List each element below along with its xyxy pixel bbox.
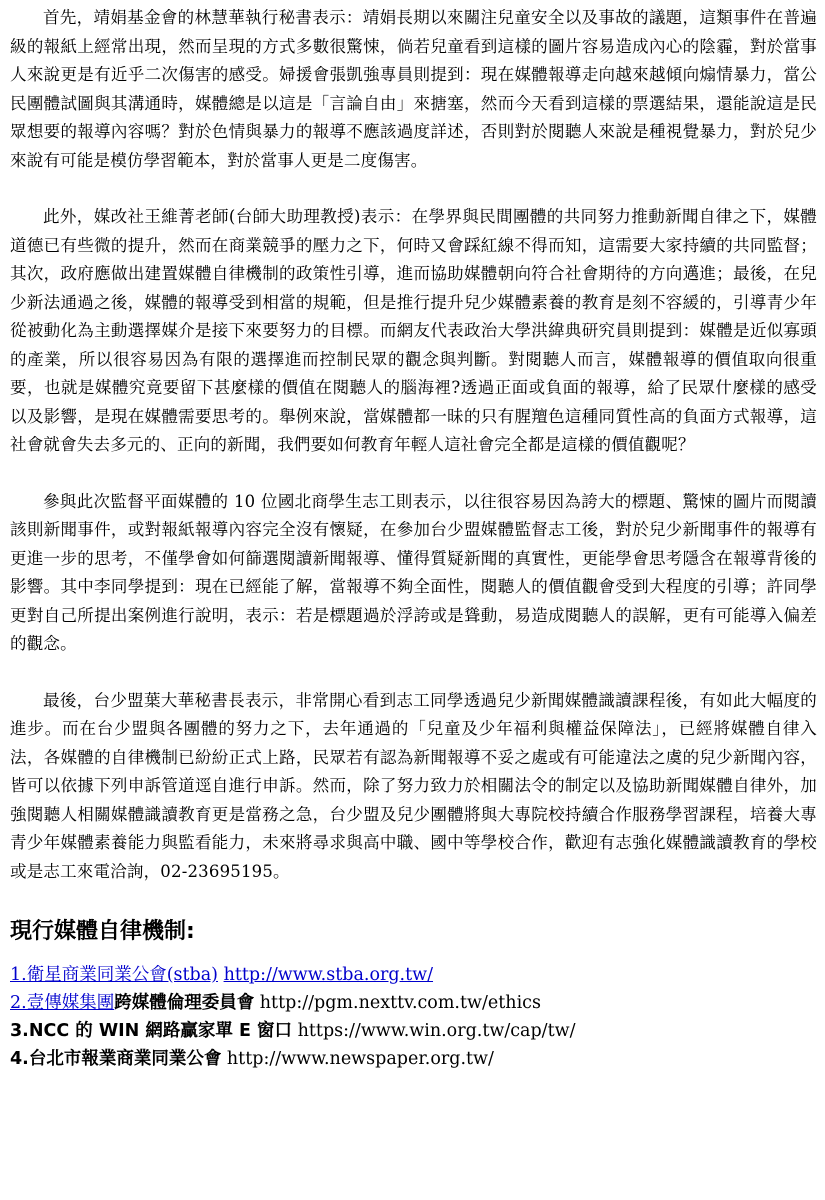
mechanism-list xyxy=(10,961,817,1073)
mechanism-url-newspaper: http://www.newspaper.org.tw/ xyxy=(226,1049,494,1069)
list-item xyxy=(10,1017,817,1045)
mechanism-url-ncc: https://www.win.org.tw/cap/tw/ xyxy=(297,1021,576,1041)
mechanism-link-nextmedia[interactable]: 2.壹傳媒集團 xyxy=(10,993,115,1013)
mechanism-suffix-nextmedia: 跨媒體倫理委員會 xyxy=(114,993,255,1013)
paragraph-1: 首先，靖娟基金會的林慧華執行秘書表示：靖娟長期以來關注兒童安全以及事故的議題，這類事件在普遍級的報紙上經常出現，然而呈現的方式多數很驚悚，倘若兒童看到這樣的圖片容易造成內心的陰霾，對於當事人來說更是有近乎二次傷害的感受。婦援會張凱強專員則提到：現在媒體報導走向越來越傾向煽情暴力，當公民團體試圖與其溝通時，媒體總是以這是「言論自由」來搪塞，然而今天看到這樣的票選結果，還能說這是民眾想要的報導內容嗎？對於色情與暴力的報導不應該過度詳述，否則對於閱聽人來說是種視覺暴力，對於兒少來說有可能是模仿學習範本，對於當事人更是二度傷害。 xyxy=(10,8,817,170)
mechanism-name-ncc: 3.NCC 的 WIN 網路贏家單 E 窗口 xyxy=(10,1021,293,1041)
paragraph-2: 此外，媒改社王維菁老師(台師大助理教授)表示：在學界與民間團體的共同努力推動新聞自律之下，媒體道德已有些微的提升，然而在商業競爭的壓力之下，何時又會踩紅線不得而知，這需要大家持續的共同監督；其次，政府應做出建置媒體自律機制的政策性引導，進而協助媒體朝向符合社會期待的方向邁進；最後，在兒少新法通過之後，媒體的報導受到相當的規範，但是推行提升兒少媒體素養的教育是刻不容緩的，引導青少年從被動化為主動選擇媒介是接下來要努力的目標。而網友代表政治大學洪緯典研究員則提到：媒體是近似寡頭的產業，所以很容易因為有限的選擇進而控制民眾的觀念與判斷。對閱聽人而言，媒體報導的價值取向很重要，也就是媒體究竟要留下甚麼樣的價值在閱聽人的腦海裡?透過正面或負面的報導，給了民眾什麼樣的感受以及影響，是現在媒體需要思考的。舉例來說，當媒體都一昧的只有腥羶色這種同質性高的負面方式報導，這社會就會失去多元的、正向的新聞，我們要如何教育年輕人這社會完全都是這樣的價值觀呢？ xyxy=(10,207,817,454)
mechanism-url-nextmedia: http://pgm.nexttv.com.tw/ethics xyxy=(259,993,541,1013)
paragraph-4: 最後，台少盟葉大華秘書長表示，非常開心看到志工同學透過兒少新聞媒體識讀課程後，有如此大幅度的進步。而在台少盟與各團體的努力之下，去年通過的「兒童及少年福利與權益保障法」，已經將媒體自律入法，各媒體的自律機制已紛紛正式上路，民眾若有認為新聞報導不妥之處或有可能違法之虞的兒少新聞內容，皆可以依據下列申訴管道逕自進行申訴。然而，除了努力致力於相關法令的制定以及協助新聞媒體自律外，加強閱聽人相關媒體識讀教育更是當務之急，台少盟及兒少團體將與大專院校持續合作服務學習課程，培養大專青少年媒體素養能力與監看能力，未來將尋求與高中職、國中等學校合作，歡迎有志強化媒體識讀教育的學校或是志工來電洽詢，02-23695195。 xyxy=(10,690,817,881)
mechanism-url-stba[interactable]: http://www.stba.org.tw/ xyxy=(223,965,434,985)
mechanism-link-stba[interactable]: 1.衛星商業同業公會(stba) xyxy=(10,965,218,985)
list-item xyxy=(10,961,817,989)
paragraph-3: 參與此次監督平面媒體的 10 位國北商學生志工則表示，以往很容易因為誇大的標題、驚悚的圖片而閱讀該則新聞事件，或對報紙報導內容完全沒有懷疑，在參加台少盟媒體監督志工後，對於兒少新聞事件的報導有更進一步的思考，不僅學會如何篩選閱讀新聞報導、懂得質疑新聞的真實性，更能學會思考隱含在報導背後的影響。其中李同學提到：現在已經能了解，當報導不夠全面性，閱聽人的價值觀會受到大程度的引導；許同學更對自己所提出案例進行說明，表示：若是標題過於浮誇或是聳動，易造成閱聽人的誤解，更有可能導入偏差的觀念。 xyxy=(10,491,817,653)
mechanism-name-newspaper: 4.台北市報業商業同業公會 xyxy=(10,1049,222,1069)
list-item xyxy=(10,989,817,1017)
list-item xyxy=(10,1045,817,1073)
section-heading: 現行媒體自律機制: xyxy=(10,919,195,944)
